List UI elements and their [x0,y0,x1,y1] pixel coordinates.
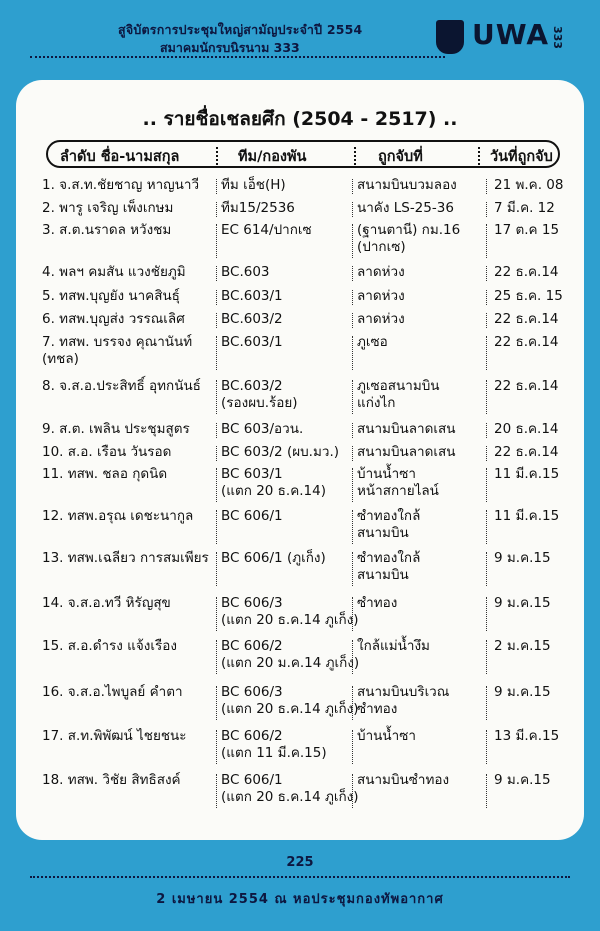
row-team: BC 603/2 (ผบ.มว.) [221,444,340,460]
row-place: ภูเซอ [357,334,388,350]
row-date: 13 มี.ค.15 [494,728,560,744]
column-header-team: ทีม/กองพัน [238,149,307,165]
column-separator [352,640,353,674]
header-separator [354,147,356,165]
row-team: BC 606/1 (แตก 20 ธ.ค.14 ภูเก็ง) [221,772,359,805]
row-date: 17 ต.ค 15 [494,222,560,238]
row-date: 11 มี.ค.15 [494,466,560,482]
column-separator [352,313,353,328]
row-name: 12. ทสพ.อรุณ เดชะนากูล [42,508,194,524]
uwa-logo [432,18,582,60]
column-separator [486,446,487,461]
row-date: 9 ม.ค.15 [494,550,551,566]
table-header [46,140,560,168]
row-name: 18. ทสพ. วิชัย สิทธิสงค์ [42,772,181,788]
row-date: 22 ธ.ค.14 [494,264,559,280]
row-name: 4. พลฯ คมสัน แวงชัยภูมิ [42,264,186,280]
row-team: ทีม เอ็ช(H) [221,177,286,193]
row-team: BC 606/1 (ภูเก็ง) [221,550,326,566]
column-separator [352,179,353,194]
column-separator [352,336,353,370]
column-header-place: ถูกจับที่ [378,149,423,165]
row-date: 9 ม.ค.15 [494,772,551,788]
row-team: BC 606/3 (แตก 20 ธ.ค.14 ภูเก็ง) [221,684,359,717]
row-team: EC 614/ปากเซ [221,222,312,238]
row-team: BC.603/2 (รองผบ.ร้อย) [221,378,298,411]
column-separator [486,423,487,438]
row-name: 14. จ.ส.อ.ทวี หิรัญสุข [42,595,171,611]
row-name: 13. ทสพ.เฉลียว การสมเพียร [42,550,209,566]
row-place: บ้านน้ำซา หน้าสกายไลน์ [357,466,439,499]
row-name: 5. ทสพ.บุญยัง นาคสินธุ์ [42,288,180,304]
row-team: BC 603/อวน. [221,421,304,437]
row-date: 22 ธ.ค.14 [494,311,559,327]
footer-divider [30,876,570,878]
column-separator [352,468,353,502]
row-name: 8. จ.ส.อ.ประสิทธิ์ อุทกนันธ์ [42,378,201,394]
column-separator [486,597,487,631]
row-name: 6. ทสพ.บุญส่ง วรรณเลิศ [42,311,185,327]
row-place: ลาดห่วง [357,264,405,280]
row-name: 10. ส.อ. เรือน วันรอด [42,444,172,460]
row-place: สนามบินบริเวณ ซำทอง [357,684,450,717]
column-separator [216,730,217,764]
column-separator [352,446,353,461]
column-separator [486,730,487,764]
column-separator [216,224,217,258]
column-separator [486,224,487,258]
column-separator [216,510,217,544]
header-separator [478,147,480,165]
row-team: BC 606/1 [221,508,283,524]
header-divider [30,56,445,58]
column-separator [216,774,217,808]
page-number: 225 [286,855,314,870]
logo-number: 333 [551,26,564,49]
row-name: 2. พารู เจริญ เพ็งเกษม [42,200,174,216]
column-separator [216,266,217,281]
row-team: BC 606/3 (แตก 20 ธ.ค.14 ภูเก็ง) [221,595,359,628]
column-separator [352,686,353,720]
column-separator [486,640,487,674]
column-separator [352,224,353,258]
row-date: 25 ธ.ค. 15 [494,288,563,304]
column-separator [352,510,353,544]
column-separator [216,686,217,720]
column-separator [486,380,487,414]
row-place: สนามบินบวมลอง [357,177,457,193]
row-name: 11. ทสพ. ชลอ กุดนิด [42,466,168,482]
row-place: ลาดห่วง [357,288,405,304]
column-separator [216,380,217,414]
column-separator [486,290,487,305]
row-team: BC.603/2 [221,311,283,327]
row-place: สนามบินลาดเสน [357,444,456,460]
column-separator [352,202,353,217]
row-date: 20 ธ.ค.14 [494,421,559,437]
row-place: ซำทอง [357,595,398,611]
column-separator [352,423,353,438]
column-separator [486,552,487,586]
header-separator [216,147,218,165]
column-header-name: ลำดับ ชื่อ-นามสกุล [60,149,180,165]
row-date: 11 มี.ค.15 [494,508,560,524]
column-separator [216,423,217,438]
column-separator [216,552,217,586]
column-separator [216,202,217,217]
row-date: 22 ธ.ค.14 [494,444,559,460]
column-separator [352,774,353,808]
header-subtitle: สมาคมนักรบนิรนาม 333 [160,40,300,55]
row-place: นาคัง LS-25-36 [357,200,454,216]
row-date: 2 ม.ค.15 [494,638,551,654]
column-separator [216,468,217,502]
row-place: (ฐานตานี) กม.16 (ปากเซ) [357,222,461,255]
column-separator [216,336,217,370]
row-date: 7 มี.ค. 12 [494,200,555,216]
header-title: สูจิบัตรการประชุมใหญ่สามัญประจำปี 2554 [118,22,363,37]
row-team: BC 603/1 (แตก 20 ธ.ค.14) [221,466,326,499]
row-name: 15. ส.อ.ดำรง แจ้งเรือง [42,638,177,654]
page-title: .. รายชื่อเชลยศึก (2504 - 2517) .. [142,108,458,130]
shield-icon [436,20,464,54]
row-name: 16. จ.ส.อ.ไพบูลย์ คำตา [42,684,183,700]
row-place: ซำทองใกล้ สนามบิน [357,508,421,541]
column-separator [486,202,487,217]
row-name: 17. ส.ท.พิพัฒน์ ไชยชนะ [42,728,187,744]
column-header-date: วันที่ถูกจับ [490,149,553,165]
row-team: BC 606/2 (แตก 11 มี.ค.15) [221,728,327,761]
column-separator [216,313,217,328]
column-separator [352,380,353,414]
row-place: บ้านน้ำซา [357,728,416,744]
column-separator [352,552,353,586]
column-separator [486,179,487,194]
row-place: สนามบินลาดเสน [357,421,456,437]
row-name: 1. จ.ส.ท.ชัยชาญ หาญนาวี [42,177,200,193]
column-separator [486,313,487,328]
column-separator [352,730,353,764]
row-place: สนามบินซำทอง [357,772,450,788]
column-separator [216,179,217,194]
column-separator [486,468,487,502]
column-separator [352,597,353,631]
row-date: 9 ม.ค.15 [494,684,551,700]
column-separator [486,686,487,720]
row-date: 22 ธ.ค.14 [494,334,559,350]
row-date: 22 ธ.ค.14 [494,378,559,394]
column-separator [486,266,487,281]
row-place: ภูเซอสนามบิน แก่งไก [357,378,440,411]
row-date: 9 ม.ค.15 [494,595,551,611]
column-separator [352,290,353,305]
row-place: ซำทองใกล้ สนามบิน [357,550,421,583]
row-name: 7. ทสพ. บรรจง คุณานันท์ (ทชล) [42,334,193,367]
row-team: ทีม15/2536 [221,200,295,216]
row-name: 9. ส.ต. เพลิน ประชุมสูตร [42,421,190,437]
column-separator [216,597,217,631]
column-separator [352,266,353,281]
row-team: BC.603/1 [221,288,283,304]
row-name: 3. ส.ต.นราดล หวังชม [42,222,172,238]
footer-text: 2 เมษายน 2554 ณ หอประชุมกองทัพอากาศ [156,892,444,907]
row-place: ใกล้แม่น้ำงึม [357,638,430,654]
content-panel [16,80,584,840]
column-separator [486,336,487,370]
row-place: ลาดห่วง [357,311,405,327]
column-separator [216,640,217,674]
column-separator [486,774,487,808]
column-separator [216,446,217,461]
row-date: 21 พ.ค. 08 [494,177,564,193]
column-separator [216,290,217,305]
row-team: BC 606/2 (แตก 20 ม.ค.14 ภูเก็ง) [221,638,360,671]
logo-text: UWA [472,18,550,51]
row-team: BC.603/1 [221,334,283,350]
column-separator [486,510,487,544]
row-team: BC.603 [221,264,270,280]
